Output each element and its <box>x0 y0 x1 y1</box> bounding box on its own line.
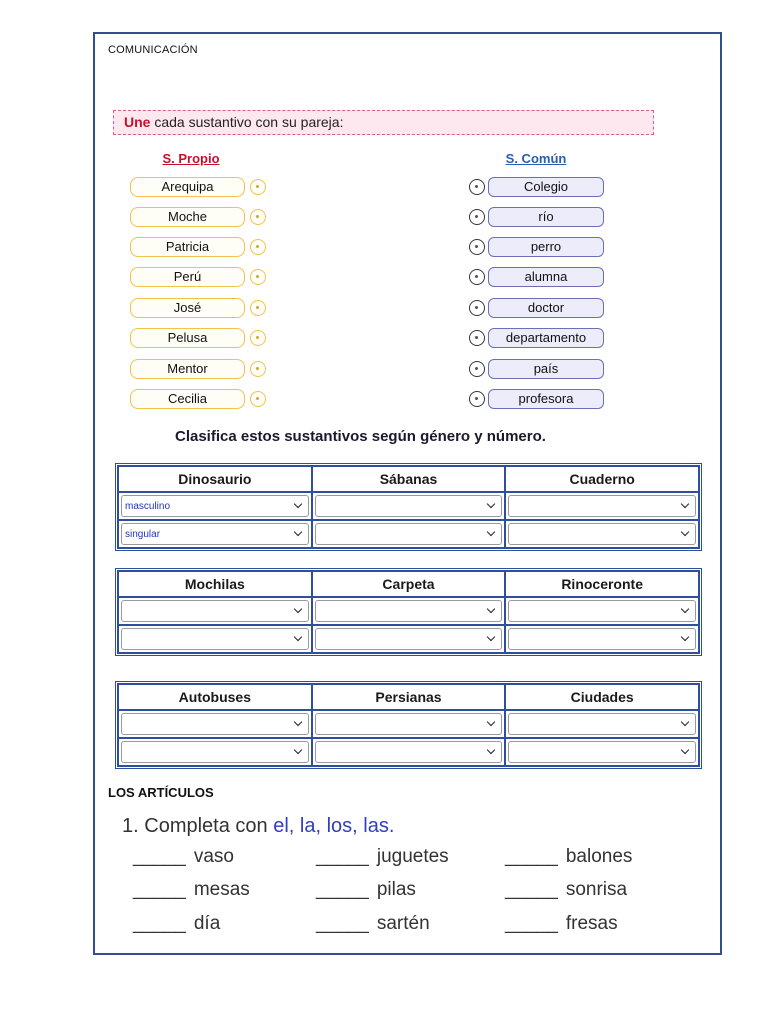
number-dropdown[interactable] <box>508 628 696 650</box>
match-dot-left[interactable] <box>250 330 266 346</box>
number-dropdown[interactable] <box>121 741 309 763</box>
match-dot-right[interactable] <box>469 239 485 255</box>
match-dot-left[interactable] <box>250 269 266 285</box>
matching-instruction <box>113 110 654 135</box>
proper-noun-item: Cecilia <box>130 389 245 409</box>
number-dropdown[interactable] <box>508 523 696 545</box>
number-dropdown[interactable] <box>121 523 309 545</box>
gender-select[interactable] <box>315 600 503 622</box>
answer-blank: _____ <box>133 913 186 934</box>
number-dropdown[interactable] <box>315 628 503 650</box>
table-header: Carpeta <box>312 571 506 597</box>
match-dot-left[interactable] <box>250 179 266 195</box>
answer-blank: _____ <box>133 846 186 867</box>
common-noun-item: país <box>488 359 604 379</box>
match-dot-left[interactable] <box>250 391 266 407</box>
match-row <box>0 177 768 197</box>
classification-table <box>115 568 702 656</box>
proper-noun-item: Perú <box>130 267 245 287</box>
table-header: Ciudades <box>505 684 699 710</box>
gender-select[interactable] <box>508 713 696 735</box>
table-cell <box>312 597 506 625</box>
table-header: Autobuses <box>118 684 312 710</box>
match-row <box>0 267 768 287</box>
gender-dropdown[interactable] <box>121 495 309 517</box>
match-row <box>0 207 768 227</box>
number-select[interactable] <box>508 628 696 650</box>
match-dot-left[interactable] <box>250 209 266 225</box>
table-header: Persianas <box>312 684 506 710</box>
answer-blank: _____ <box>133 879 186 900</box>
common-noun-item: perro <box>488 237 604 257</box>
exercise-instruction <box>122 815 394 838</box>
match-dot-right[interactable] <box>469 300 485 316</box>
classification-title: Clasifica estos sustantivos según género y número. <box>175 428 546 445</box>
answer-blank: _____ <box>316 879 369 900</box>
table-cell <box>118 597 312 625</box>
gender-dropdown[interactable] <box>315 600 503 622</box>
gender-dropdown[interactable] <box>508 495 696 517</box>
instruction-keyword: Une <box>124 114 151 130</box>
number-dropdown[interactable] <box>121 628 309 650</box>
fill-item <box>133 846 234 868</box>
instruction-text: cada sustantivo con su pareja: <box>154 114 344 130</box>
gender-dropdown[interactable] <box>121 600 309 622</box>
fill-word: pilas <box>376 879 416 900</box>
common-noun-item: doctor <box>488 298 604 318</box>
fill-word: juguetes <box>376 846 449 867</box>
gender-dropdown[interactable] <box>315 713 503 735</box>
table-cell <box>118 520 312 548</box>
match-dot-left[interactable] <box>250 300 266 316</box>
table-cell <box>505 597 699 625</box>
proper-noun-item: Patricia <box>130 237 245 257</box>
fill-item <box>316 913 430 935</box>
gender-select[interactable] <box>508 495 696 517</box>
proper-noun-heading: S. Propio <box>162 151 220 166</box>
table-cell <box>312 710 506 738</box>
proper-noun-item: Mentor <box>130 359 245 379</box>
number-select[interactable] <box>315 523 503 545</box>
table-cell <box>118 710 312 738</box>
classification-table <box>115 463 702 551</box>
fill-word: sonrisa <box>565 879 628 900</box>
article-options: el, la, los, las. <box>273 815 395 837</box>
gender-dropdown[interactable] <box>315 495 503 517</box>
fill-item <box>505 879 627 901</box>
common-noun-item: río <box>488 207 604 227</box>
common-noun-item: alumna <box>488 267 604 287</box>
fill-word: mesas <box>193 879 250 900</box>
number-select[interactable] <box>121 628 309 650</box>
number-dropdown[interactable] <box>508 741 696 763</box>
match-dot-left[interactable] <box>250 361 266 377</box>
number-select[interactable] <box>315 628 503 650</box>
table-cell <box>505 492 699 520</box>
common-noun-heading: S. Común <box>505 151 567 166</box>
table-cell <box>312 520 506 548</box>
table-header: Sábanas <box>312 466 506 492</box>
articles-section-title: LOS ARTÍCULOS <box>108 785 214 800</box>
table-cell <box>505 738 699 766</box>
table-cell <box>118 492 312 520</box>
number-dropdown[interactable] <box>315 741 503 763</box>
proper-noun-item: Moche <box>130 207 245 227</box>
number-select[interactable] <box>508 741 696 763</box>
number-select[interactable] <box>121 741 309 763</box>
gender-select[interactable] <box>121 495 309 517</box>
fill-item <box>133 879 250 901</box>
answer-blank: _____ <box>505 913 558 934</box>
number-select[interactable] <box>121 523 309 545</box>
gender-select[interactable] <box>315 713 503 735</box>
match-row <box>0 298 768 318</box>
fill-item <box>133 913 220 935</box>
gender-dropdown[interactable] <box>508 713 696 735</box>
number-select[interactable] <box>508 523 696 545</box>
table-header: Dinosaurio <box>118 466 312 492</box>
proper-noun-item: Arequipa <box>130 177 245 197</box>
gender-select[interactable] <box>508 600 696 622</box>
match-dot-right[interactable] <box>469 209 485 225</box>
table-cell <box>118 738 312 766</box>
table-cell <box>505 520 699 548</box>
table-header: Cuaderno <box>505 466 699 492</box>
match-dot-right[interactable] <box>469 391 485 407</box>
fill-item <box>316 846 449 868</box>
fill-word: sartén <box>376 913 430 934</box>
gender-select[interactable] <box>121 600 309 622</box>
match-row <box>0 328 768 348</box>
common-noun-item: Colegio <box>488 177 604 197</box>
answer-blank: _____ <box>316 913 369 934</box>
gender-dropdown[interactable] <box>508 600 696 622</box>
answer-blank: _____ <box>316 846 369 867</box>
table-header: Mochilas <box>118 571 312 597</box>
table-header: Rinoceronte <box>505 571 699 597</box>
exercise-number: 1. <box>122 815 139 837</box>
match-row <box>0 389 768 409</box>
exercise-text: Completa con <box>144 815 268 837</box>
fill-word: fresas <box>565 913 618 934</box>
gender-select[interactable] <box>121 713 309 735</box>
answer-blank: _____ <box>505 846 558 867</box>
table-cell <box>505 710 699 738</box>
table-cell <box>312 625 506 653</box>
match-dot-right[interactable] <box>469 269 485 285</box>
table-cell <box>312 738 506 766</box>
table-cell <box>312 492 506 520</box>
proper-noun-item: José <box>130 298 245 318</box>
common-noun-item: departamento <box>488 328 604 348</box>
fill-item <box>316 879 416 901</box>
fill-item <box>505 846 632 868</box>
classification-table <box>115 681 702 769</box>
match-dot-left[interactable] <box>250 239 266 255</box>
subject-title: COMUNICACIÓN <box>108 44 198 56</box>
number-select[interactable] <box>315 741 503 763</box>
fill-item <box>505 913 618 935</box>
proper-noun-item: Pelusa <box>130 328 245 348</box>
match-dot-right[interactable] <box>469 330 485 346</box>
gender-select[interactable] <box>315 495 503 517</box>
fill-word: día <box>193 913 221 934</box>
table-cell <box>505 625 699 653</box>
common-noun-item: profesora <box>488 389 604 409</box>
number-dropdown[interactable] <box>315 523 503 545</box>
match-row <box>0 359 768 379</box>
match-row <box>0 237 768 257</box>
answer-blank: _____ <box>505 879 558 900</box>
match-dot-right[interactable] <box>469 361 485 377</box>
match-dot-right[interactable] <box>469 179 485 195</box>
gender-dropdown[interactable] <box>121 713 309 735</box>
fill-word: vaso <box>193 846 234 867</box>
fill-word: balones <box>565 846 633 867</box>
table-cell <box>118 625 312 653</box>
